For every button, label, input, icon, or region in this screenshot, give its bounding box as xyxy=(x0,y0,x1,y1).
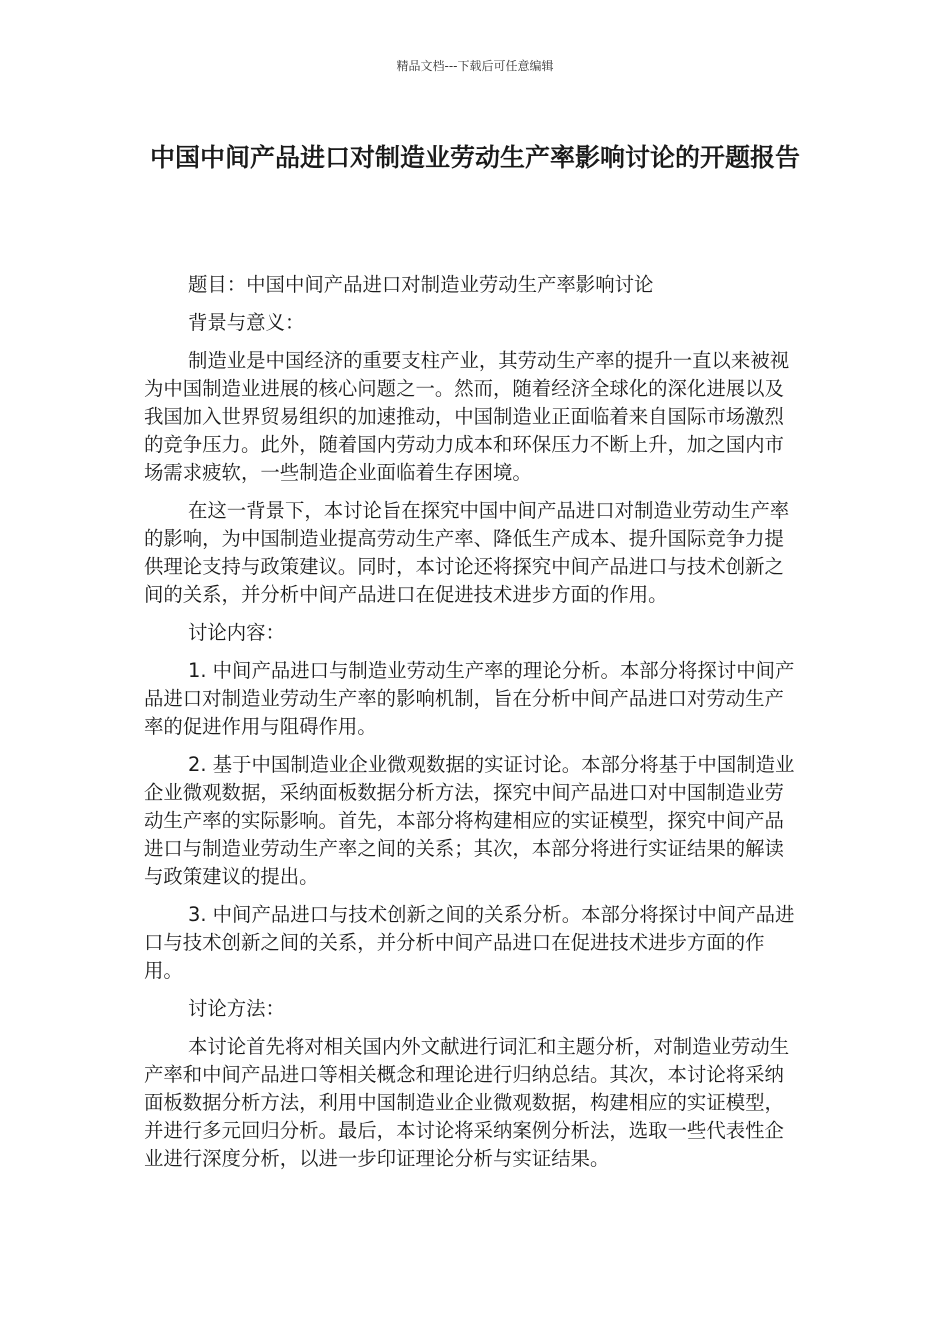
document-body xyxy=(144,271,800,1183)
list-item: 3. 中间产品进口与技术创新之间的关系分析。本部分将探讨中间产品进口与技术创新之间的关系，并分析中间产品进口在促进技术进步方面的作用。 xyxy=(144,903,795,982)
document-title: 中国中间产品进口对制造业劳动生产率影响讨论的开题报告 xyxy=(149,143,800,172)
section-heading-background: 背景与意义： xyxy=(188,311,305,334)
list-item: 2. 基于中国制造业企业微观数据的实证讨论。本部分将基于中国制造业企业微观数据，采纳面板数据分析方法，探究中间产品进口对中国制造业劳动生产率的实际影响。首先，本部分将构建相应的实证模型，探究中间产品进口与制造业劳动生产率之间的关系；其次，本部分将进行实证结果的解读与政策建议的提出。 xyxy=(144,753,795,888)
section-heading-method: 讨论方法： xyxy=(188,997,285,1020)
topic-line: 题目：中国中间产品进口对制造业劳动生产率影响讨论 xyxy=(188,273,654,296)
body-paragraph: 制造业是中国经济的重要支柱产业，其劳动生产率的提升一直以来被视为中国制造业进展的核心问题之一。然而，随着经济全球化的深化进展以及我国加入世界贸易组织的加速推动，中国制造业正面临着来自国际市场激烈的竞争压力。此外，随着国内劳动力成本和环保压力不断上升，加之国内市场需求疲软，一些制造企业面临着生存困境。 xyxy=(144,349,790,484)
body-paragraph: 本讨论首先将对相关国内外文献进行词汇和主题分析，对制造业劳动生产率和中间产品进口等相关概念和理论进行归纳总结。其次，本讨论将采纳面板数据分析方法，利用中国制造业企业微观数据，构建相应的实证模型，并进行多元回归分析。最后，本讨论将采纳案例分析法，选取一些代表性企业进行深度分析，以进一步印证理论分析与实证结果。 xyxy=(144,1035,790,1170)
section-heading-content: 讨论内容： xyxy=(188,621,285,644)
body-paragraph: 在这一背景下，本讨论旨在探究中国中间产品进口对制造业劳动生产率的影响，为中国制造业提高劳动生产率、降低生产成本、提升国际竞争力提供理论支持与政策建议。同时，本讨论还将探究中间产品进口与技术创新之间的关系，并分析中间产品进口在促进技术进步方面的作用。 xyxy=(144,499,790,606)
header-note: 精品文档---下载后可任意编辑 xyxy=(396,59,554,73)
list-item: 1. 中间产品进口与制造业劳动生产率的理论分析。本部分将探讨中间产品进口对制造业劳动生产率的影响机制，旨在分析中间产品进口对劳动生产率的促进作用与阻碍作用。 xyxy=(144,659,795,738)
